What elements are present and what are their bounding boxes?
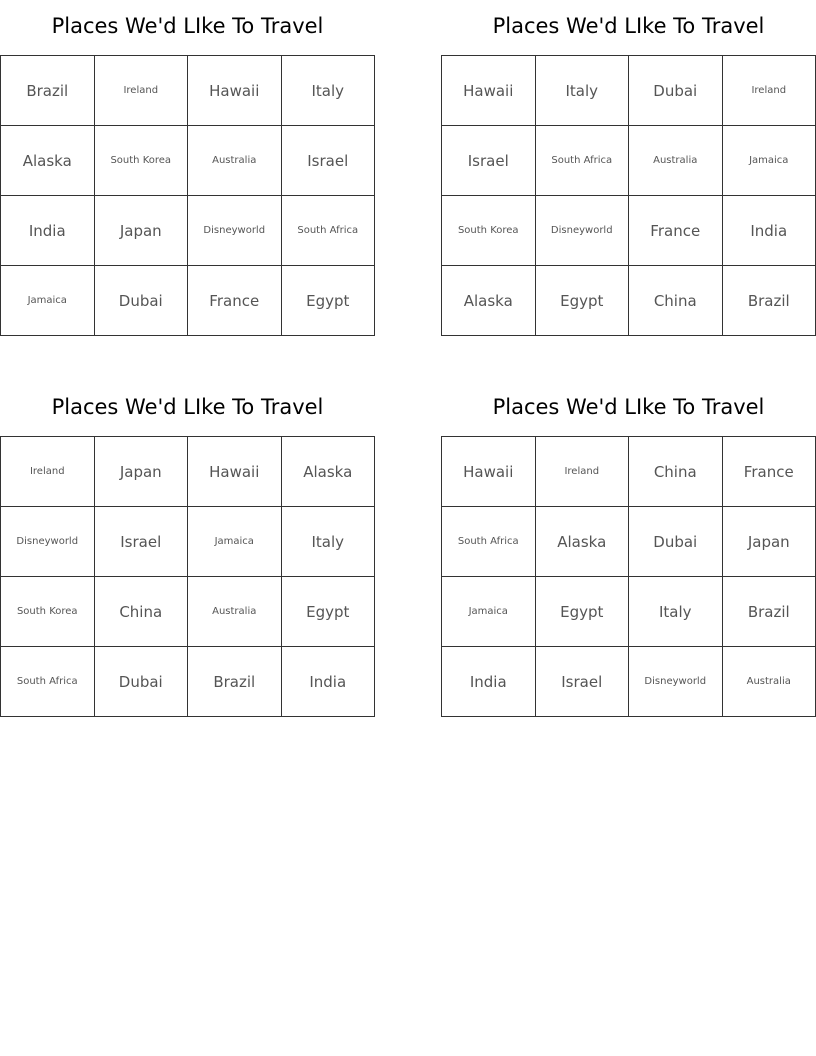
grid-cell: South Korea bbox=[1, 577, 95, 647]
grid-cell: India bbox=[282, 647, 376, 717]
grid-cell: Dubai bbox=[95, 266, 189, 336]
grid-cell: Egypt bbox=[536, 266, 630, 336]
grid-cell: Hawaii bbox=[188, 56, 282, 126]
grid-cell: Israel bbox=[282, 126, 376, 196]
grid-cell: Israel bbox=[442, 126, 536, 196]
grid-cell: Alaska bbox=[442, 266, 536, 336]
bingo-card-3 bbox=[0, 381, 375, 717]
card-grid bbox=[441, 55, 816, 336]
card-grid bbox=[0, 436, 375, 717]
grid-cell: Australia bbox=[188, 577, 282, 647]
grid-cell: Disneyworld bbox=[536, 196, 630, 266]
grid-cell: Israel bbox=[536, 647, 630, 717]
grid-cell: Egypt bbox=[282, 577, 376, 647]
grid-cell: China bbox=[629, 266, 723, 336]
grid-cell: Alaska bbox=[1, 126, 95, 196]
grid-cell: Hawaii bbox=[188, 437, 282, 507]
grid-cell: Jamaica bbox=[723, 126, 816, 196]
grid-cell: Japan bbox=[95, 196, 189, 266]
bingo-card-2 bbox=[441, 0, 816, 336]
grid-cell: Jamaica bbox=[1, 266, 95, 336]
grid-cell: Dubai bbox=[629, 56, 723, 126]
bingo-card-4 bbox=[441, 381, 816, 717]
grid-cell: China bbox=[629, 437, 723, 507]
grid-cell: Brazil bbox=[1, 56, 95, 126]
card-title: Places We'd LIke To Travel bbox=[51, 14, 324, 38]
card-grid bbox=[441, 436, 816, 717]
grid-cell: Egypt bbox=[282, 266, 376, 336]
grid-cell: Hawaii bbox=[442, 56, 536, 126]
grid-cell: Dubai bbox=[95, 647, 189, 717]
grid-cell: India bbox=[723, 196, 816, 266]
grid-cell: Ireland bbox=[95, 56, 189, 126]
grid-cell: Alaska bbox=[536, 507, 630, 577]
grid-cell: China bbox=[95, 577, 189, 647]
grid-cell: France bbox=[188, 266, 282, 336]
grid-cell: India bbox=[1, 196, 95, 266]
bingo-card-1 bbox=[0, 0, 375, 336]
grid-cell: Dubai bbox=[629, 507, 723, 577]
grid-cell: Alaska bbox=[282, 437, 376, 507]
grid-cell: Ireland bbox=[723, 56, 816, 126]
grid-cell: South Africa bbox=[536, 126, 630, 196]
grid-cell: Hawaii bbox=[442, 437, 536, 507]
card-title: Places We'd LIke To Travel bbox=[492, 395, 765, 419]
grid-cell: Brazil bbox=[723, 266, 816, 336]
grid-cell: Israel bbox=[95, 507, 189, 577]
grid-cell: Disneyworld bbox=[1, 507, 95, 577]
card-title: Places We'd LIke To Travel bbox=[492, 14, 765, 38]
grid-cell: Italy bbox=[282, 507, 376, 577]
grid-cell: South Africa bbox=[1, 647, 95, 717]
grid-cell: Australia bbox=[723, 647, 816, 717]
grid-cell: Jamaica bbox=[188, 507, 282, 577]
grid-cell: Disneyworld bbox=[629, 647, 723, 717]
grid-cell: South Africa bbox=[442, 507, 536, 577]
grid-cell: Italy bbox=[536, 56, 630, 126]
grid-cell: Japan bbox=[95, 437, 189, 507]
grid-cell: Ireland bbox=[536, 437, 630, 507]
grid-cell: India bbox=[442, 647, 536, 717]
grid-cell: France bbox=[629, 196, 723, 266]
grid-cell: Egypt bbox=[536, 577, 630, 647]
grid-cell: Australia bbox=[188, 126, 282, 196]
grid-cell: South Korea bbox=[95, 126, 189, 196]
grid-cell: Disneyworld bbox=[188, 196, 282, 266]
card-title: Places We'd LIke To Travel bbox=[51, 395, 324, 419]
grid-cell: France bbox=[723, 437, 816, 507]
grid-cell: South Africa bbox=[282, 196, 376, 266]
grid-cell: Australia bbox=[629, 126, 723, 196]
grid-cell: South Korea bbox=[442, 196, 536, 266]
grid-cell: Italy bbox=[629, 577, 723, 647]
grid-cell: Italy bbox=[282, 56, 376, 126]
grid-cell: Jamaica bbox=[442, 577, 536, 647]
grid-cell: Brazil bbox=[188, 647, 282, 717]
grid-cell: Ireland bbox=[1, 437, 95, 507]
card-grid bbox=[0, 55, 375, 336]
grid-cell: Brazil bbox=[723, 577, 816, 647]
grid-cell: Japan bbox=[723, 507, 816, 577]
